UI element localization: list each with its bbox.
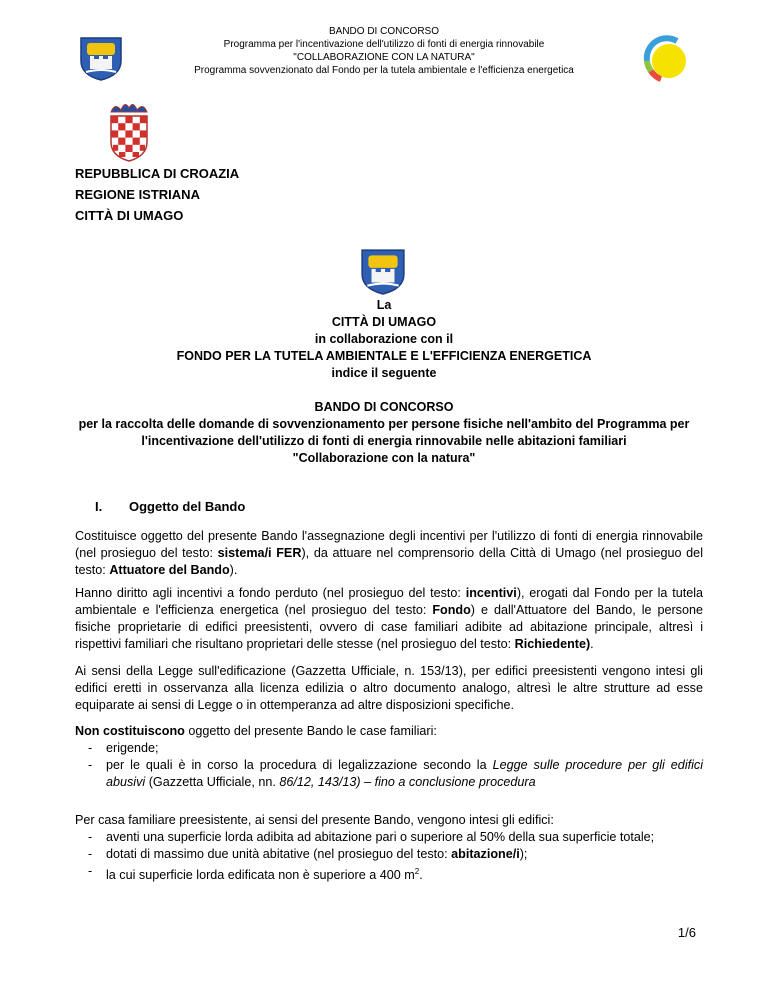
umago-coat-of-arms-icon xyxy=(78,35,124,81)
bando-subtitle-3: "Collaborazione con la natura" xyxy=(292,451,476,465)
section-number: I. xyxy=(95,499,103,514)
page-number: 1/6 xyxy=(677,925,696,940)
list-item: - per le quali è in corso la procedura di legalizzazione secondo la Legge sulle procedure per gli edifici abusivi (Gazzetta Ufficiale, nn. 86/12, 143/13) – fino a conclusione procedura xyxy=(88,758,704,789)
list-item: - la cui superficie lorda edificata non è superiore a 400 $m^2$. xyxy=(88,864,423,883)
paragraph-legge: Ai sensi della Legge sull'edificazione (Gazzetta Ufficiale, n. 153/13), per edifici preesistenti vengono intesi gli edifici eretti in osservanza alla licenza edilizia o altro documento analogo, altresì le altre strutture ad esse equiparate ai sensi di Legge o in ottemperanza ad altre disposizioni specifiche. xyxy=(75,664,703,712)
intro-city: CITTÀ DI UMAGO xyxy=(331,315,437,329)
intro-la: La xyxy=(376,298,392,312)
paragraph-diritto: Hanno diritto agli incentivi a fondo perduto (nel prosieguo del testo: incentivi), erogati dal Fondo per la tutela ambientale e l'efficienza energetica (nel prosieguo del testo: Fondo) e dall'Attuatore del Bando, le persone fisiche proprietarie di edifici preesistenti, ovvero di case familiari adibite ad abitazione principale, altresì i rispettivi familiari che risultano proprietari delle stesse (nel prosieguo del testo: Richiedente). xyxy=(75,586,703,651)
paragraph-esclusioni: Non costituiscono oggetto del presente Bando le case familiari: xyxy=(75,724,437,738)
intro-announces: indice il seguente xyxy=(331,366,437,380)
croatia-coat-of-arms-icon xyxy=(107,98,151,162)
header-line-1: BANDO DI CONCORSO xyxy=(328,26,439,37)
header-line-3: "COLLABORAZIONE CON LA NATURA" xyxy=(293,52,475,63)
bando-title: BANDO DI CONCORSO xyxy=(314,400,454,414)
list-item: - erigende; xyxy=(88,741,159,755)
address-country: REPUBBLICA DI CROAZIA xyxy=(75,166,240,181)
bando-subtitle-1: per la raccolta delle domande di sovvenzionamento per persone fisiche nell'ambito del Programma per xyxy=(78,417,690,431)
intro-collab: in collaborazione con il xyxy=(314,332,454,346)
intro-fund: FONDO PER LA TUTELA AMBIENTALE E L'EFFICIENZA ENERGETICA xyxy=(176,349,592,363)
address-city: CITTÀ DI UMAGO xyxy=(75,208,184,223)
header-line-2: Programma per l'incentivazione dell'utilizzo di fonti di energia rinnovabile xyxy=(223,39,545,50)
bando-subtitle-2: l'incentivazione dell'utilizzo di fonti di energia rinnovabile nelle abitazioni familiari xyxy=(141,434,627,448)
section-heading xyxy=(75,499,245,514)
header-line-4: Programma sovvenzionato dal Fondo per la tutela ambientale e l'efficienza energetica xyxy=(194,65,574,76)
paragraph-oggetto: Costituisce oggetto del presente Bando l'assegnazione degli incentivi per l'utilizzo di fonti di energia rinnovabile (nel prosieguo del testo: sistema/i FER), da attuare nel comprensorio della Città di Umago (nel prosieguo del testo: Attuatore del Bando). xyxy=(75,529,703,577)
section-title: Oggetto del Bando xyxy=(129,499,246,514)
list-item: - aventi una superficie lorda adibita ad abitazione pari o superiore al 50% della sua superficie totale; xyxy=(88,830,655,844)
list-item: - dotati di massimo due unità abitative (nel prosieguo del testo: abitazione/i); xyxy=(88,847,528,861)
umago-coat-of-arms-icon xyxy=(359,246,407,296)
fund-logo-icon xyxy=(641,33,689,85)
paragraph-definizione: Per casa familiare preesistente, ai sensi del presente Bando, vengono intesi gli edifici: xyxy=(75,813,554,827)
address-region: REGIONE ISTRIANA xyxy=(75,187,200,202)
